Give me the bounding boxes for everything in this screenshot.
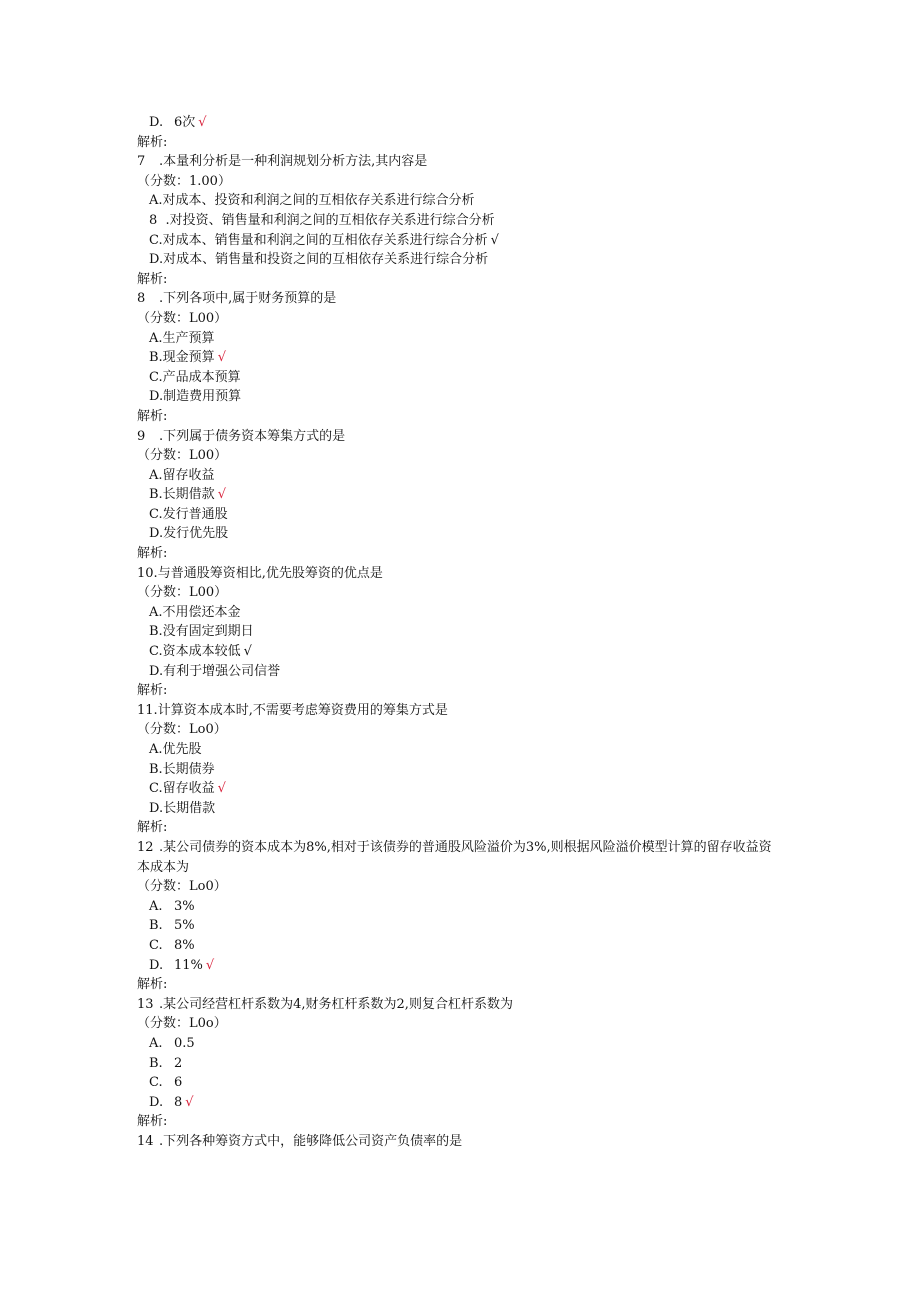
option-row [137, 622, 797, 642]
question-text: 计算资本成本时,不需要考虑筹资费用的筹集方式是 [157, 702, 448, 718]
option-row [137, 505, 797, 525]
option-row [137, 329, 797, 349]
option-row [137, 799, 797, 819]
analysis-label: 解析: [137, 683, 168, 699]
question-text: .某公司经营杠杆系数为4,财务杠杆系数为2,则复合杠杆系数为 [159, 996, 513, 1012]
question-text: .下列各种筹资方式中，能够降低公司资产负债率的是 [159, 1133, 463, 1149]
question-prompt [137, 995, 797, 1015]
question-number: 12 [137, 839, 154, 855]
option-row [137, 916, 797, 936]
option-text: 0.5 [174, 1035, 195, 1051]
option-row [137, 485, 797, 505]
option-row [137, 897, 797, 917]
question-number: 8 [137, 291, 146, 307]
option-text: C.产品成本预算 [149, 369, 241, 385]
option-text: A.不用偿还本金 [149, 604, 241, 620]
option-text: C.发行普通股 [149, 506, 228, 522]
option-text: D.制造费用预算 [149, 389, 242, 405]
option-row [137, 1054, 797, 1074]
option-text: D.发行优先股 [149, 526, 229, 542]
option-text: B.现金预算 [149, 350, 215, 366]
question-score: （分数：Lo0） [137, 722, 227, 738]
question-score: （分数：L00） [137, 585, 228, 601]
question-text: .本量利分析是一种利润规划分析方法,其内容是 [159, 154, 428, 170]
question-list [137, 113, 797, 1151]
option-letter: C. [149, 937, 163, 953]
option-row [137, 191, 797, 211]
option-text: B.长期债券 [149, 761, 215, 777]
option-text: C.留存收益 [149, 781, 215, 797]
option-row [137, 348, 797, 368]
option-row [137, 642, 797, 662]
question-number: 10. [137, 565, 158, 581]
option-row [137, 524, 797, 544]
option-text: C.资本成本较低 [149, 644, 241, 660]
option-row [137, 956, 797, 976]
option-row [137, 113, 797, 133]
question-prompt [137, 152, 797, 172]
option-row [137, 740, 797, 760]
option-row [137, 368, 797, 388]
question-number: 7 [137, 154, 146, 170]
option-text: D.有利于增强公司信誉 [149, 663, 281, 679]
correct-mark-icon: √ [217, 781, 226, 797]
option-row [137, 662, 797, 682]
option-text: B.长期借款 [149, 487, 215, 503]
option-row [137, 603, 797, 623]
option-text: D.对成本、销售量和投资之间的互相依存关系进行综合分析 [149, 252, 489, 268]
option-text: 8% [174, 937, 195, 953]
analysis-label: 解析: [137, 820, 168, 836]
question-prompt [137, 427, 797, 447]
question-text: 与普通股筹资相比,优先股筹资的优点是 [157, 565, 383, 581]
option-text: C.对成本、销售量和利润之间的互相依存关系进行综合分析 [149, 232, 488, 248]
question-prompt [137, 564, 797, 584]
analysis-label: 解析: [137, 271, 168, 287]
correct-mark-icon: √ [198, 115, 207, 130]
question-prompt [137, 838, 777, 877]
option-row [137, 466, 797, 486]
option-text: 8 [174, 1094, 183, 1110]
option-text: 5% [174, 918, 195, 934]
correct-mark-icon: √ [490, 232, 499, 248]
option-row [137, 250, 797, 270]
option-text: 2 [174, 1055, 183, 1071]
option-text: B.没有固定到期日 [149, 624, 254, 640]
question-prompt [137, 1132, 797, 1152]
question-text: .某公司债券的资本成本为8%,相对于该债券的普通股风险溢价为3%,则根据风险溢价模型计算的留存收益资本成本为 [137, 839, 772, 875]
option-row [137, 936, 797, 956]
question-text: .下列属于债务资本筹集方式的是 [159, 428, 346, 444]
option-text: A.生产预算 [149, 330, 215, 346]
option-letter: D. [149, 1094, 164, 1110]
question-score: （分数：Lo0） [137, 879, 227, 895]
question-score: （分数：1.00） [137, 173, 231, 189]
option-row [137, 1034, 797, 1054]
option-text: 8 .对投资、销售量和利润之间的互相依存关系进行综合分析 [149, 212, 495, 228]
option-letter: A. [149, 898, 163, 914]
option-letter: D. [149, 115, 164, 130]
question-text: .下列各项中,属于财务预算的是 [159, 291, 337, 307]
analysis-label: 解析: [137, 546, 168, 562]
option-row [137, 211, 797, 231]
question-number: 14 [137, 1133, 154, 1149]
question-prompt [137, 289, 797, 309]
option-text: D.长期借款 [149, 800, 216, 816]
option-text: 6 [174, 1075, 183, 1091]
correct-mark-icon: √ [217, 350, 226, 366]
option-text: 6次 [174, 115, 196, 130]
option-row [137, 231, 797, 251]
analysis-label: 解析: [137, 977, 168, 993]
correct-mark-icon: √ [205, 957, 215, 973]
option-letter: C. [149, 1075, 163, 1091]
option-text: 3% [174, 898, 195, 914]
question-score: （分数：L0o） [137, 1016, 227, 1032]
option-row [137, 760, 797, 780]
question-prompt [137, 701, 797, 721]
option-letter: B. [149, 1055, 163, 1071]
analysis-label: 解析: [137, 1114, 168, 1130]
question-number: 13 [137, 996, 154, 1012]
option-row [137, 387, 797, 407]
option-row [137, 1093, 797, 1113]
correct-mark-icon: √ [217, 487, 226, 503]
analysis-label: 解析: [137, 408, 168, 424]
option-text: A.对成本、投资和利润之间的互相依存关系进行综合分析 [149, 193, 475, 209]
correct-mark-icon: √ [243, 644, 252, 660]
question-number: 9 [137, 428, 146, 444]
question-number: 11. [137, 702, 158, 718]
question-score: （分数：L00） [137, 310, 228, 326]
option-row [137, 779, 797, 799]
option-row [137, 1073, 797, 1093]
analysis-label: 解析: [137, 134, 168, 150]
correct-mark-icon: √ [185, 1094, 194, 1110]
option-text: 11% [174, 957, 203, 973]
option-text: A.优先股 [149, 742, 202, 757]
option-letter: B. [149, 918, 163, 934]
option-letter: D. [149, 957, 164, 973]
option-text: A.留存收益 [149, 467, 215, 483]
option-letter: A. [149, 1035, 163, 1051]
question-score: （分数：L00） [137, 448, 228, 464]
